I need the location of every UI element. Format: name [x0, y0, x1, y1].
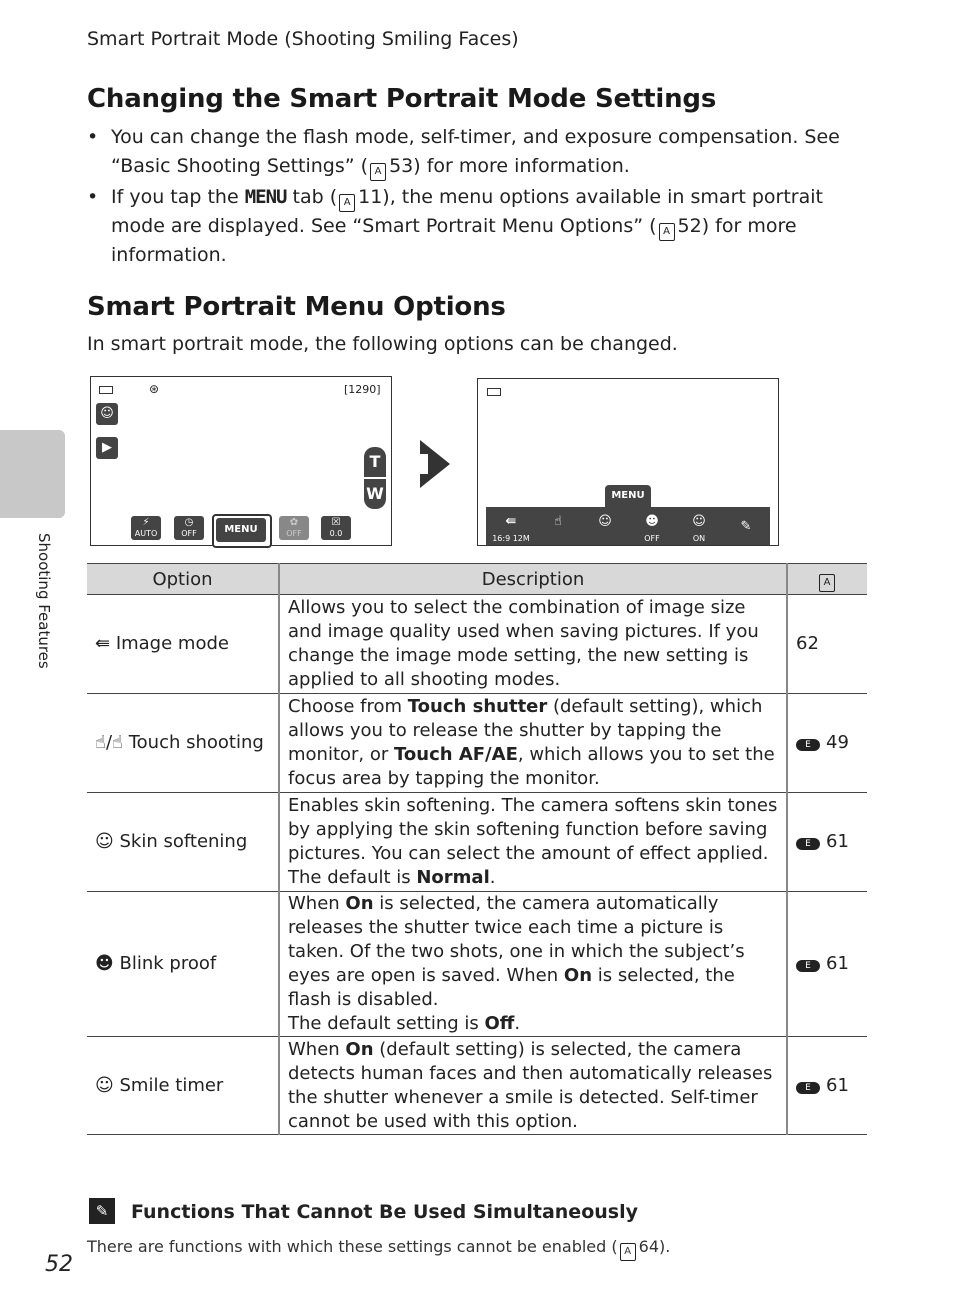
intro-text: In smart portrait mode, the following options can be changed. — [87, 333, 678, 355]
bullet-item: • If you tap the MENU tab ( A 11), the menu options available in smart portrait mode are displayed. See “Smart Portrait Menu Options” ( A 52) for more information. — [87, 183, 847, 270]
camera-screen-menu — [477, 378, 779, 546]
reference-section-icon: E — [796, 1082, 820, 1094]
table-row: ☻ Blink proof When On is selected, the camera automatically releases the shutter twice each time a picture is taken. Of the two shots, one in which the subject’s eyes are open is saved. When On is selected, the flash is disabled. The default setting is Off. E 61 — [87, 892, 867, 1037]
smart-portrait-mode-icon[interactable]: ☺ — [96, 403, 118, 425]
blink-proof-button[interactable]: ☻ OFF — [631, 511, 673, 545]
battery-icon — [487, 388, 501, 396]
menu-options-table — [87, 563, 867, 1135]
zoom-tele-button[interactable]: T — [364, 447, 386, 477]
book-ref-icon: A — [819, 574, 835, 592]
menu-tab[interactable]: MENU — [605, 485, 651, 507]
book-ref-icon: A — [370, 163, 386, 181]
image-mode-icon: ⇚ — [95, 633, 116, 654]
vr-icon: ⊛ — [149, 382, 160, 396]
table-row: ☺ Skin softening Enables skin softening. The camera softens skin tones by applying the skin softening function before saving pictures. You can select the amount of effect applied. The default is Normal. E 61 — [87, 793, 867, 892]
book-ref-icon: A — [659, 223, 675, 241]
note-text: There are functions with which these settings cannot be enabled ( A 64). — [87, 1237, 670, 1261]
header-option: Option — [87, 564, 279, 595]
macro-button[interactable]: ✿ OFF — [279, 516, 309, 540]
section-title-menu-options: Smart Portrait Menu Options — [87, 292, 506, 322]
table-row: ⇚ Image mode Allows you to select the combination of image size and image quality used when saving pictures. If you change the image mode setting, the new setting is applied to all shooting modes. 62 — [87, 595, 867, 694]
battery-icon — [99, 386, 113, 394]
bullet-item: • You can change the flash mode, self-timer, and exposure compensation. See “Basic Shooting Settings” ( A 53) for more information. — [87, 123, 847, 181]
camera-screen-shooting — [90, 376, 392, 546]
reference-section-icon: E — [796, 960, 820, 972]
setup-wrench-button[interactable]: ✎ — [725, 511, 767, 545]
flash-mode-button[interactable]: ⚡ AUTO — [131, 516, 161, 540]
exposure-button[interactable]: ☒ 0.0 — [321, 516, 351, 540]
self-timer-button[interactable]: ◷ OFF — [174, 516, 204, 540]
menu-tab-glyph: MENU — [244, 186, 287, 208]
reference-section-icon: E — [796, 838, 820, 850]
exposure-counter: [1290] — [344, 383, 381, 396]
reference-section-icon: E — [796, 739, 820, 751]
note-pencil-icon: ✎ — [89, 1198, 115, 1224]
image-mode-button[interactable]: ⇚ 16:9 12M — [490, 511, 532, 545]
touch-shooting-button[interactable]: ☝ — [537, 511, 579, 545]
skin-softening-icon: ☺ — [95, 831, 120, 852]
chapter-side-tab — [0, 430, 65, 518]
page-number: 52 — [45, 1252, 73, 1277]
book-ref-icon: A — [620, 1243, 636, 1261]
section-title-settings: Changing the Smart Portrait Mode Settings — [87, 84, 717, 114]
book-ref-icon: A — [339, 194, 355, 212]
touch-shooting-icon: ☝/☝ — [95, 732, 129, 753]
header-description: Description — [279, 564, 787, 595]
header-page-ref — [787, 564, 867, 595]
smile-timer-button[interactable]: ☺ ON — [678, 511, 720, 545]
settings-bullets — [87, 123, 847, 272]
smile-timer-icon: ☺ — [95, 1074, 120, 1096]
chapter-label: Shooting Features — [35, 533, 53, 669]
arrow-icon — [420, 440, 450, 488]
zoom-wide-button[interactable]: W — [364, 479, 386, 509]
blink-proof-icon: ☻ — [95, 953, 120, 974]
playback-icon[interactable]: ▶ — [96, 437, 118, 459]
note-title: Functions That Cannot Be Used Simultaneously — [131, 1201, 638, 1223]
running-head: Smart Portrait Mode (Shooting Smiling Faces) — [87, 28, 519, 50]
menu-button[interactable]: MENU — [216, 518, 266, 542]
skin-softening-button[interactable]: ☺ — [584, 511, 626, 545]
table-row: ☺ Smile timer When On (default setting) is selected, the camera detects human faces and then automatically releases the shutter whenever a smile is detected. Self-timer cannot be used with this option. E 61 — [87, 1037, 867, 1135]
table-row: ☝/☝ Touch shooting Choose from Touch shutter (default setting), which allows you to release the shutter by tapping the monitor, or Touch AF/AE, which allows you to set the focus area by tapping the monitor. E 49 — [87, 694, 867, 793]
